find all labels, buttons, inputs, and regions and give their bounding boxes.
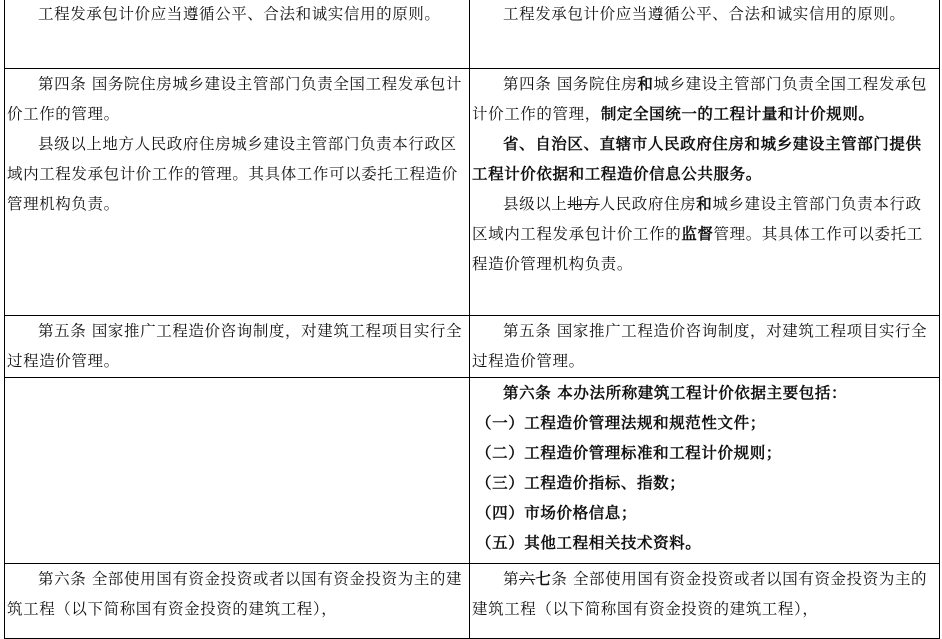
text-run: 管理。其具体工作可以委托工程造价管理机构负责。 xyxy=(472,225,923,273)
list-item: （一）工程造价管理法规和规范性文件； xyxy=(476,414,766,432)
text-run: 城乡建设主管部门负责本行政区域内工程发承包计价工作的 xyxy=(472,195,922,243)
table-row xyxy=(5,378,940,564)
inserted-text: 七 xyxy=(535,570,552,588)
article-4-paragraph xyxy=(472,69,936,129)
right-cell xyxy=(470,316,940,378)
text-run: 条 全部使用国有资金投资或者以国有资金投资为主的建筑工程（以下简称国有资金投资的建筑工程）， xyxy=(472,570,928,618)
article-7-paragraph xyxy=(472,564,936,624)
article-4-paragraph xyxy=(472,189,936,279)
list-item: （五）其他工程相关技术资料。 xyxy=(476,534,702,552)
inserted-text: 制定全国统一的工程计量和计价规则。 xyxy=(600,105,875,123)
article-5-paragraph: 第五条 国家推广工程造价咨询制度，对建筑工程项目实行全过程造价管理。 xyxy=(7,322,463,370)
right-cell xyxy=(470,0,940,69)
article-4-paragraph: 第四条 国务院住房城乡建设主管部门负责全国工程发承包计价工作的管理。 xyxy=(7,75,463,123)
text-run: 第四条 国务院住房 xyxy=(503,75,638,93)
paragraph: 工程发承包计价应当遵循公平、合法和诚实信用的原则。 xyxy=(503,5,906,23)
inserted-text: 监督 xyxy=(681,225,714,243)
article-6-paragraph: 第六条 全部使用国有资金投资或者以国有资金投资为主的建筑工程（以下简称国有资金投资的建筑工程）， xyxy=(7,570,463,618)
left-cell-empty xyxy=(5,378,470,564)
table-row xyxy=(5,564,940,639)
text-run: 县级以上 xyxy=(503,195,568,213)
table-row xyxy=(5,0,940,69)
left-cell xyxy=(5,564,470,639)
text-run: 第 xyxy=(503,570,520,588)
list-item: （二）工程造价管理标准和工程计价规则； xyxy=(476,444,782,462)
text-run: 城乡建设主管部门负责全国工程发承包计价工作的管理， xyxy=(472,75,928,123)
table-row xyxy=(5,69,940,316)
paragraph: 工程发承包计价应当遵循公平、合法和诚实信用的原则。 xyxy=(38,5,441,23)
list-item: （三）工程造价指标、指数； xyxy=(476,474,686,492)
right-cell xyxy=(470,378,940,564)
article-5-paragraph: 第五条 国家推广工程造价咨询制度，对建筑工程项目实行全过程造价管理。 xyxy=(472,322,928,370)
left-cell xyxy=(5,0,470,69)
left-cell xyxy=(5,316,470,378)
list-item: （四）市场价格信息； xyxy=(476,504,638,522)
comparison-table xyxy=(4,0,940,639)
table-row xyxy=(5,316,940,378)
text-run: 人民政府住房 xyxy=(599,195,697,213)
deleted-text: 地方 xyxy=(567,195,600,213)
inserted-paragraph: 省、自治区、直辖市人民政府住房和城乡建设主管部门提供工程计价依据和工程造价信息公共服务。 xyxy=(472,135,922,183)
right-cell xyxy=(470,564,940,639)
right-cell xyxy=(470,69,940,316)
left-cell xyxy=(5,69,470,316)
article-6-title: 第六条 本办法所称建筑工程计价依据主要包括： xyxy=(503,384,848,402)
inserted-text: 和 xyxy=(637,75,654,93)
deleted-text: 六 xyxy=(519,570,536,588)
article-4-paragraph: 县级以上地方人民政府住房城乡建设主管部门负责本行政区域内工程发承包计价工作的管理。其具体工作可以委托工程造价管理机构负责。 xyxy=(7,135,458,213)
inserted-text: 和 xyxy=(696,195,713,213)
